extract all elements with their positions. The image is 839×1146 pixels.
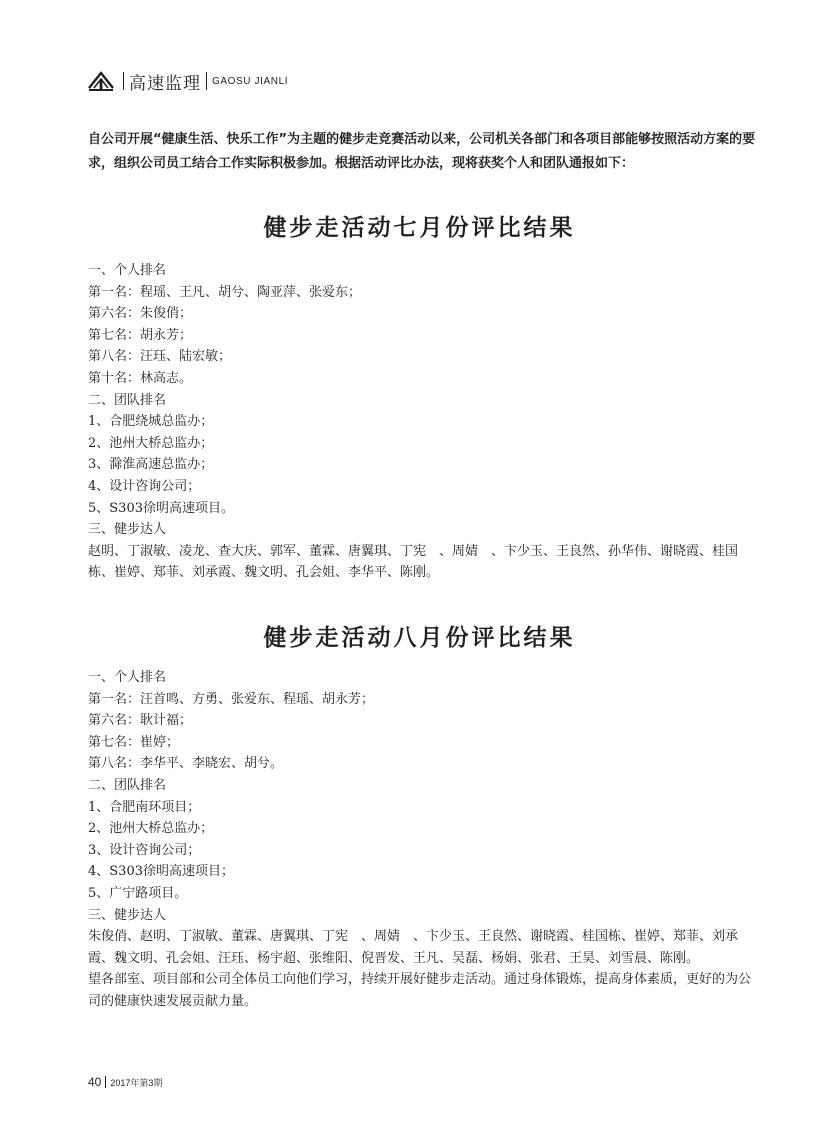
section-label: 一、个人排名 bbox=[88, 263, 167, 278]
team-line: 2、池州大桥总监办； bbox=[88, 435, 214, 451]
rank-line: 第七名：崔婷； bbox=[88, 734, 180, 750]
team-line: 2、池州大桥总监办； bbox=[88, 821, 214, 837]
rank-line: 第一名：汪首鸣、方勇、张爱东、程瑶、胡永芳； bbox=[88, 691, 375, 707]
team-line: 4、S303徐明高速项目； bbox=[88, 864, 234, 880]
masthead bbox=[88, 68, 288, 94]
july-heading: 健步走活动七月份评比结果 bbox=[263, 214, 576, 241]
rank-line: 第六名：朱俊俏； bbox=[88, 306, 193, 322]
masthead-divider bbox=[123, 72, 124, 90]
page-number: 40 bbox=[88, 1075, 102, 1089]
page-footer bbox=[88, 1075, 162, 1089]
masthead-title-en: GAOSU JIANLI bbox=[212, 75, 289, 87]
section-label: 一、个人排名 bbox=[88, 670, 167, 685]
team-line: 1、合肥绕城总监办； bbox=[88, 414, 214, 430]
july-results bbox=[88, 260, 760, 584]
section-label: 二、团队排名 bbox=[88, 392, 167, 408]
intro-paragraph: 自公司开展“健康生活、快乐工作”为主题的健步走竞赛活动以来，公司机关各部门和各项目部能够按照活动方案的要求，组织公司员工结合工作实际积极参加。根据活动评比办法，现将获奖个人和团队通报如下： bbox=[88, 132, 756, 171]
walkers-list: 赵明、丁淑敏、凌龙、查大庆、郭军、董霖、唐翼琪、丁宪 、周婧 、卞少玉、王良然、孙华伟、谢晓霞、桂国栋、崔婷、郑菲、刘承霞、魏文明、孔会姐、李华平、陈刚。 bbox=[88, 543, 739, 581]
rank-line: 第十名：林高志。 bbox=[88, 370, 193, 386]
issue-label: 2017年第3期 bbox=[110, 1077, 163, 1088]
august-heading: 健步走活动八月份评比结果 bbox=[263, 624, 576, 651]
closing-paragraph: 望各部室、项目部和公司全体员工向他们学习，持续开展好健步走活动。通过身体锻炼，提高身体素质，更好的为公司的健康快速发展贡献力量。 bbox=[88, 972, 752, 1009]
rank-line: 第六名：耿计福； bbox=[88, 713, 193, 729]
bridge-logo-icon bbox=[88, 70, 114, 92]
team-line: 3、滁淮高速总监办； bbox=[88, 457, 214, 473]
team-line: 3、设计咨询公司； bbox=[88, 842, 201, 858]
walkers-list: 朱俊俏、赵明、丁淑敏、董霖、唐翼琪、丁宪 、周婧 、卞少玉、王良然、谢晓霞、桂国栋、崔婷、郑菲、刘承霞、魏文明、孔会姐、汪珏、杨宇超、张维阳、倪晋发、王凡、吴磊、杨娟、张君、王昊、刘雪晨、陈刚。 bbox=[88, 929, 739, 966]
team-line: 5、S303徐明高速项目。 bbox=[88, 500, 234, 516]
section-label: 二、团队排名 bbox=[88, 777, 167, 793]
rank-line: 第七名：胡永芳； bbox=[88, 327, 193, 343]
team-line: 5、广宁路项目。 bbox=[88, 885, 188, 901]
masthead-divider bbox=[206, 72, 207, 90]
rank-line: 第八名：汪珏、陆宏敏； bbox=[88, 349, 232, 365]
august-results bbox=[88, 667, 760, 1013]
rank-line: 第八名：李华平、李晓宏、胡兮。 bbox=[88, 756, 284, 772]
team-line: 4、设计咨询公司； bbox=[88, 478, 201, 494]
section-label: 三、健步达人 bbox=[88, 907, 167, 923]
masthead-title-cn: 高速监理 bbox=[129, 73, 201, 94]
rank-line: 第一名：程瑶、王凡、胡兮、陶亚萍、张爱东； bbox=[88, 284, 362, 300]
section-label: 三、健步达人 bbox=[88, 522, 167, 538]
footer-divider bbox=[105, 1076, 106, 1088]
team-line: 1、合肥南环项目； bbox=[88, 799, 201, 815]
